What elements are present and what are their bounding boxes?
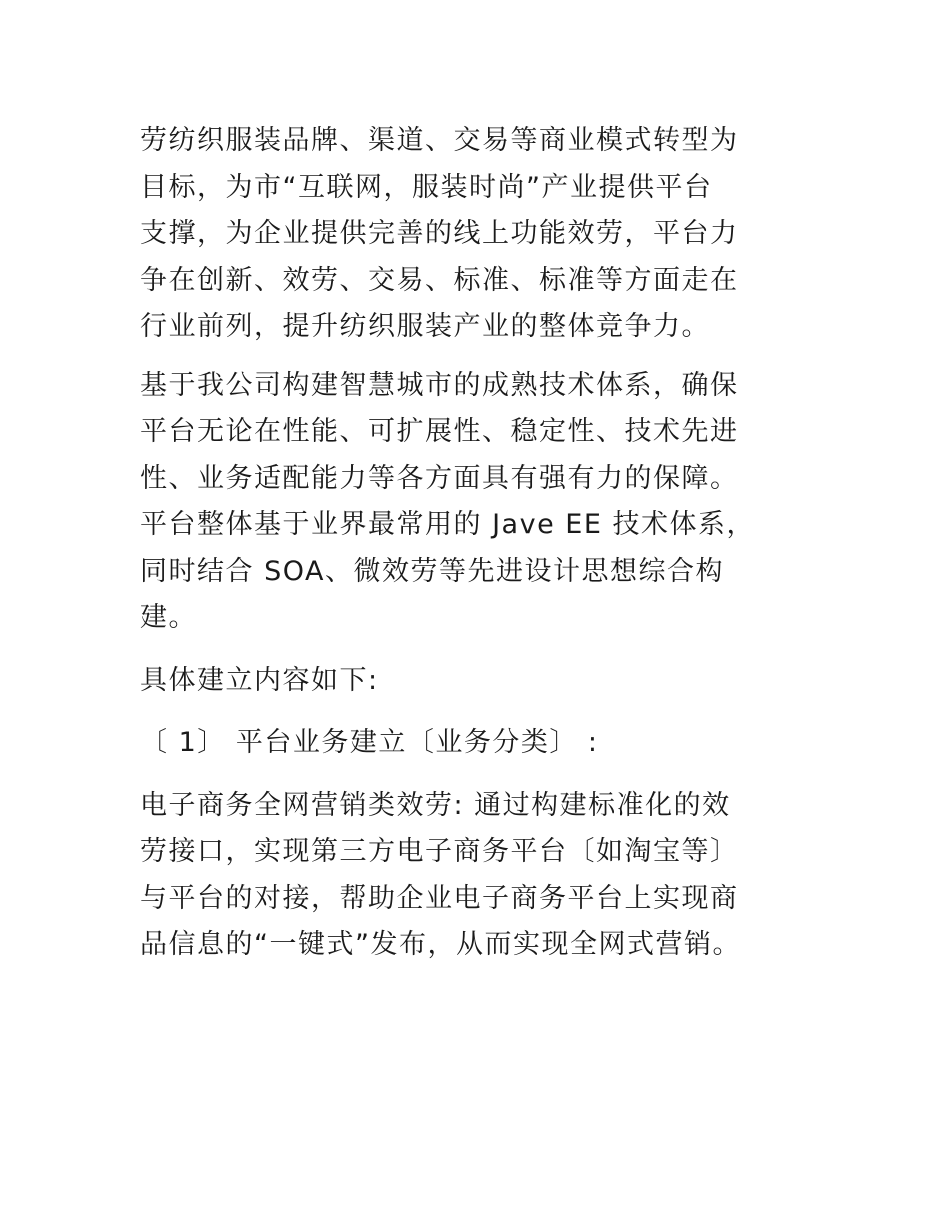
text-line: 具体建立内容如下: bbox=[140, 664, 379, 696]
text-line: 平台整体基于业界最常用的 Jave EE 技术体系， bbox=[140, 509, 755, 540]
text-line: 目标，为市“互联网，服装时尚”产业提供平台 bbox=[140, 171, 713, 203]
paragraph-platform-goal bbox=[140, 118, 820, 351]
text-line: 性、业务适配能力等各方面具有强有力的保障。 bbox=[140, 462, 739, 494]
paragraph-ecommerce-service bbox=[140, 783, 820, 969]
section-heading-business bbox=[140, 720, 820, 767]
text-line: 争在创新、效劳、交易、标准、标准等方面走在 bbox=[140, 264, 739, 296]
text-line: 品信息的“一键式”发布，从而实现全网式营销。 bbox=[140, 929, 741, 960]
text-line: 支撑，为企业提供完善的线上功能效劳，平台力 bbox=[140, 218, 739, 249]
text-line: 建。 bbox=[140, 602, 197, 633]
document-body bbox=[140, 118, 820, 969]
text-line: 基于我公司构建智慧城市的成熟技术体系，确保 bbox=[140, 369, 739, 401]
text-line: 电子商务全网营销类效劳: 通过构建标准化的效 bbox=[140, 789, 731, 821]
text-line: 劳纺织服装品牌、渠道、交易等商业模式转型为 bbox=[140, 125, 739, 156]
text-line: 与平台的对接，帮助企业电子商务平台上实现商 bbox=[140, 882, 739, 914]
paragraph-technical-architecture bbox=[140, 363, 820, 642]
text-line: 〔 1〕 平台业务建立〔业务分类〕 : bbox=[140, 727, 599, 758]
text-line: 同时结合 SOA、微效劳等先进设计思想综合构 bbox=[140, 555, 724, 587]
paragraph-content-intro bbox=[140, 658, 820, 705]
text-line: 平台无论在性能、可扩展性、稳定性、技术先进 bbox=[140, 416, 739, 447]
text-line: 行业前列，提升纺织服装产业的整体竞争力。 bbox=[140, 311, 710, 342]
text-line: 劳接口，实现第三方电子商务平台〔如淘宝等〕 bbox=[140, 836, 739, 867]
